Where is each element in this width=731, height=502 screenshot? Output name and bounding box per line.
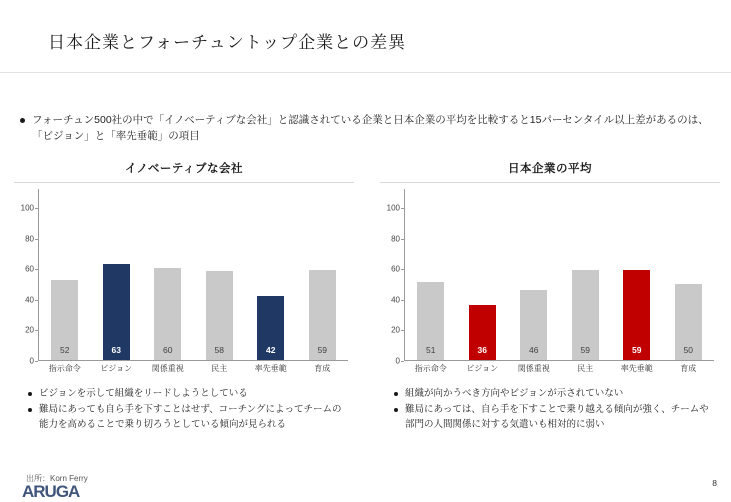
y-tick-label: 40 [391,295,400,305]
x-axis-right [404,360,714,361]
bar [572,270,599,360]
bar [51,280,78,360]
chart-title-divider-right [380,182,720,183]
bar-item [516,207,552,360]
chart-panel-innovative [14,160,354,460]
x-tick-label: 指示命令 [414,364,447,373]
x-tick-label: 育成 [680,364,697,373]
bar [675,284,702,361]
bar-item [304,207,340,360]
bar [309,270,336,360]
chart-title-left: イノベーティブな会社 [125,163,243,175]
bar-item [201,207,237,360]
bar-item [670,207,706,360]
y-tick-label: 40 [25,295,34,305]
bar-value-label: 36 [477,345,487,355]
y-tick-label: 60 [391,264,400,274]
y-tick-mark [35,300,38,301]
title-divider [0,72,731,73]
bar-value-label: 63 [111,345,121,355]
y-tick-label: 20 [391,325,400,335]
y-tick-label: 100 [20,203,34,213]
y-tick-label: 100 [386,203,400,213]
x-tick-label: 関係重視 [151,364,184,373]
chart-panel-japan-average [380,160,720,460]
lead-text: フォーチュン500社の中で「イノベーティブな会社」と認識されている企業と日本企業の平均を比較すると15パーセンタイル以上差があるのは、「ビジョン」と「率先垂範」の項目 [32,114,709,143]
bar [257,296,284,360]
x-tick-label: 民主 [577,364,594,373]
note-text: 難局にあっても自ら手を下すことはせず、コーチングによってチームの能力を高めることで乗り切ろうとしている傾向が見られる [39,404,342,430]
bar-series-left [39,207,348,360]
bullet-dot-icon [28,392,32,396]
bar-value-label: 59 [317,345,327,355]
bar [520,290,547,360]
notes-right [394,387,716,432]
bar-item [567,207,603,360]
y-tick-mark [35,208,38,209]
bar-item [464,207,500,360]
y-tick-mark [401,269,404,270]
chart-title-right: 日本企業の平均 [508,163,592,175]
y-tick-mark [35,330,38,331]
bar-item [253,207,289,360]
bar [417,282,444,360]
bar-value-label: 52 [60,345,70,355]
bar [469,305,496,360]
bar-value-label: 51 [426,345,436,355]
bullet-dot-icon [20,118,25,123]
bar-value-label: 59 [632,345,642,355]
y-tick-mark [35,239,38,240]
bar [206,271,233,360]
y-tick-mark [401,239,404,240]
plot-area-left [20,189,348,379]
bar-value-label: 50 [683,345,693,355]
x-tick-label: ビジョン [466,364,499,373]
bar-value-label: 59 [580,345,590,355]
bar-item [47,207,83,360]
bar-value-label: 58 [214,345,224,355]
bar-value-label: 60 [163,345,173,355]
y-tick-label: 60 [25,264,34,274]
note-text: 難局にあっては、自ら手を下すことで乗り越える傾向が強く、チームや部門の人間関係に対する気遣いも相対的に弱い [405,404,709,430]
plot-area-right [386,189,714,379]
bar-value-label: 42 [266,345,276,355]
note-text: ビジョンを示して組織をリードしようとしている [39,388,248,399]
x-tick-label: 率先垂範 [620,364,653,373]
y-tick-mark [35,269,38,270]
note-item [28,387,350,401]
bar-item [619,207,655,360]
note-item [394,387,716,401]
y-tick-mark [401,361,404,362]
y-tick-label: 0 [29,356,34,366]
bar-item [98,207,134,360]
bar-item [413,207,449,360]
lead-bullet [20,112,720,145]
source-note: 出所：Korn Ferry [26,474,88,483]
bar-value-label: 46 [529,345,539,355]
bar [154,268,181,360]
note-text: 組織が向かうべき方向やビジョンが示されていない [405,388,624,399]
y-tick-mark [401,300,404,301]
logo: ARUGA [22,482,80,501]
x-tick-label: ビジョン [100,364,133,373]
bullet-dot-icon [28,408,32,412]
notes-left [28,387,350,432]
x-axis-labels-right [405,363,714,379]
x-axis-labels-left [39,363,348,379]
y-tick-mark [401,330,404,331]
x-tick-label: 育成 [314,364,331,373]
y-tick-label: 0 [395,356,400,366]
bar [103,264,130,360]
bar-series-right [405,207,714,360]
y-tick-mark [401,208,404,209]
bar-item [150,207,186,360]
y-tick-label: 80 [391,234,400,244]
x-tick-label: 関係重視 [517,364,550,373]
chart-title-divider-left [14,182,354,183]
note-item [28,403,350,432]
bullet-dot-icon [394,392,398,396]
x-tick-label: 指示命令 [48,364,81,373]
x-axis-left [38,360,348,361]
page-title: 日本企業とフォーチュントップ企業との差異 [48,33,407,52]
x-tick-label: 民主 [211,364,228,373]
page-number: 8 [712,478,717,488]
y-tick-label: 80 [25,234,34,244]
x-tick-label: 率先垂範 [254,364,287,373]
y-tick-label: 20 [25,325,34,335]
y-tick-mark [35,361,38,362]
note-item [394,403,716,432]
bullet-dot-icon [394,408,398,412]
bar [623,270,650,360]
